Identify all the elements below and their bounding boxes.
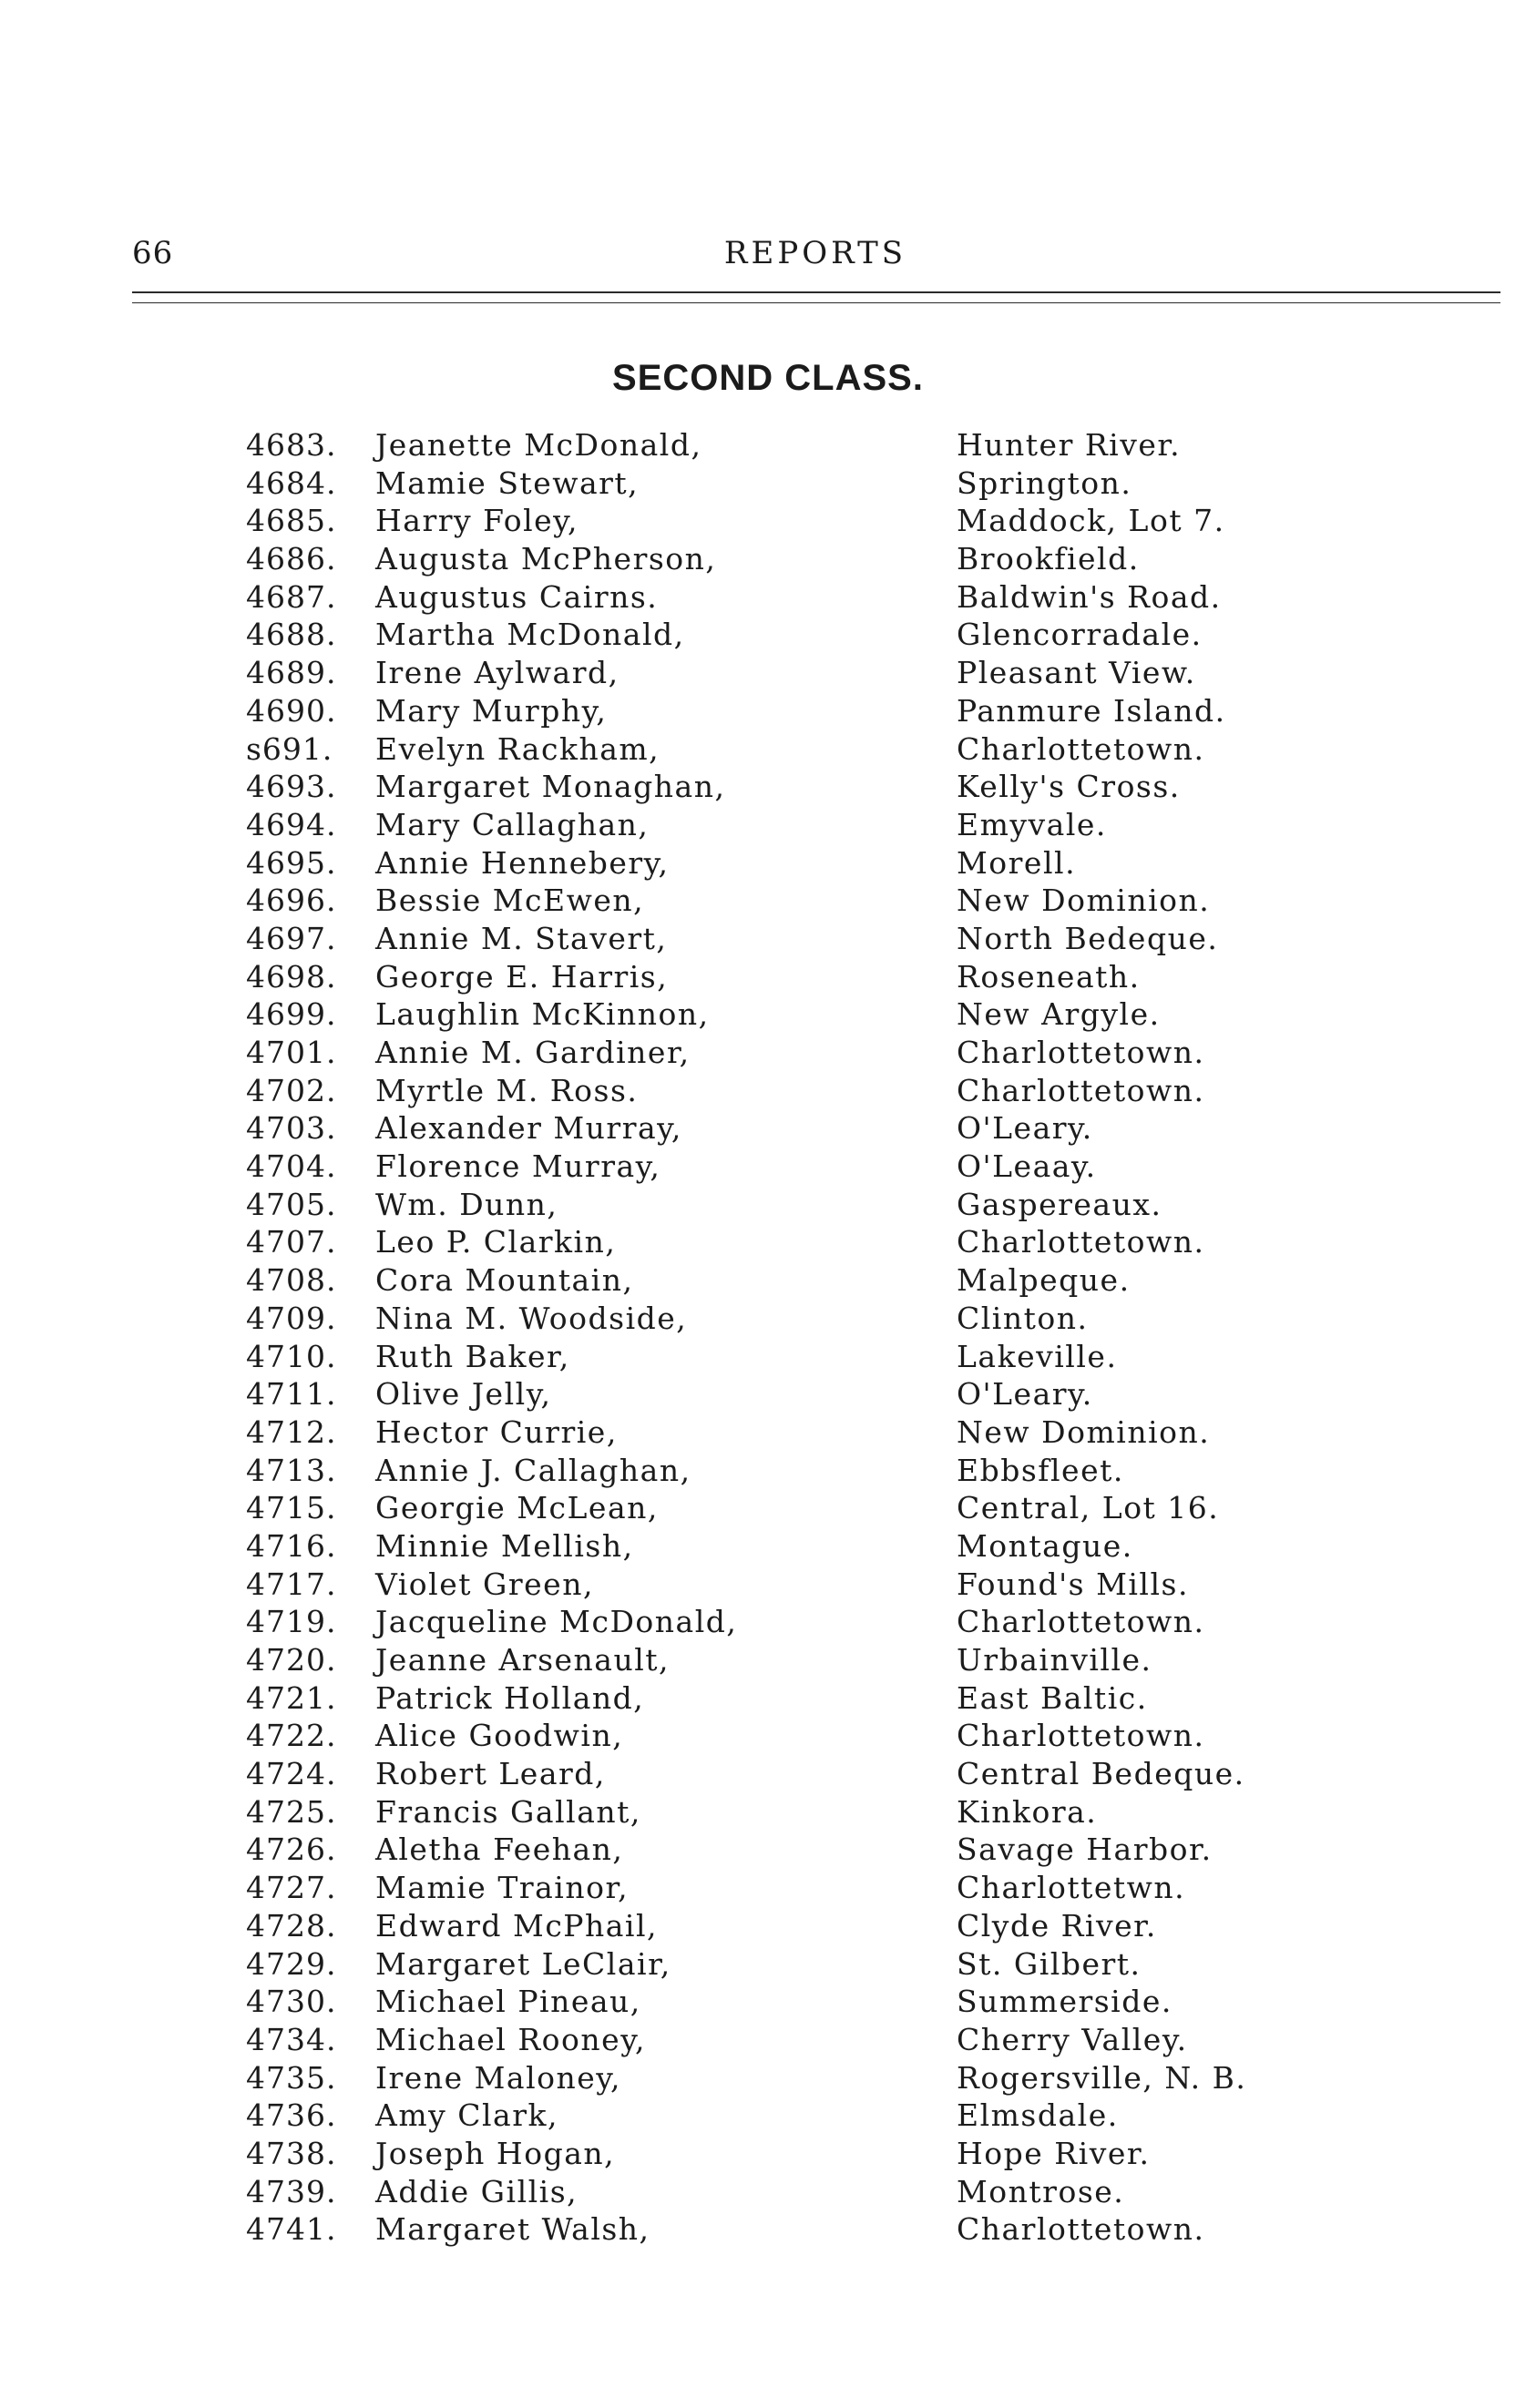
entry-number: 4712. [246, 1413, 337, 1450]
list-item [0, 1300, 1536, 1338]
entry-name: Annie M. Gardiner, [375, 1035, 691, 1070]
entry-name: Michael Rooney, [375, 2021, 646, 2057]
entry-name: Jeanne Arsenault, [375, 1642, 671, 1678]
list-item [0, 995, 1536, 1034]
entry-name: Alexander Murray, [375, 1110, 682, 1147]
list-item [0, 1527, 1536, 1566]
entry-place: Rogersville, N. B. [957, 2059, 1247, 2096]
entry-name: Myrtle M. Ross. [375, 1072, 639, 1108]
list-item [0, 1186, 1536, 1224]
list-item [0, 2059, 1536, 2097]
entry-number: 4736. [246, 2097, 337, 2134]
entry-place: Brookfield. [957, 541, 1140, 577]
list-item [0, 1907, 1536, 1945]
entry-number: 4724. [246, 1756, 337, 1792]
entry-name: Irene Aylward, [375, 655, 620, 691]
entry-place: North Bedeque. [957, 920, 1219, 956]
header-rule-bottom [132, 302, 1500, 303]
list-item [0, 1413, 1536, 1452]
list-item [0, 1641, 1536, 1679]
entry-number: 4687. [246, 578, 337, 615]
entry-number: 4711. [246, 1376, 337, 1413]
entry-place: Roseneath. [957, 958, 1141, 995]
list-item [0, 1338, 1536, 1376]
list-item [0, 1793, 1536, 1832]
entry-place: Charlottetwn. [957, 1870, 1186, 1906]
entry-name: Minnie Mellish, [375, 1527, 634, 1564]
entry-name: Jacqueline McDonald, [375, 1604, 738, 1640]
entry-number: 4697. [246, 920, 337, 956]
entry-place: New Argyle. [957, 996, 1161, 1033]
entry-place: Found's Mills. [957, 1566, 1189, 1602]
entry-place: Hope River. [957, 2135, 1151, 2171]
entry-place: East Baltic. [957, 1679, 1148, 1716]
entry-place: Central Bedeque. [957, 1756, 1245, 1792]
list-item [0, 1261, 1536, 1300]
header-rule-top [132, 291, 1500, 293]
list-item [0, 540, 1536, 578]
entry-place: Charlottetown. [957, 1718, 1205, 1754]
entry-place: Charlottetown. [957, 730, 1205, 767]
entry-name: Michael Pineau, [375, 1984, 641, 2020]
entry-number: 4734. [246, 2021, 337, 2057]
entry-number: 4696. [246, 883, 337, 919]
list-item [0, 578, 1536, 617]
entry-name: Laughlin McKinnon, [375, 996, 710, 1033]
entry-name: Annie J. Callaghan, [375, 1452, 691, 1488]
entry-number: 4701. [246, 1035, 337, 1070]
list-item [0, 464, 1536, 503]
entry-number: 4695. [246, 844, 337, 881]
entry-place: New Dominion. [957, 883, 1211, 919]
entry-place: Maddock, Lot 7. [957, 503, 1225, 539]
entry-name: Amy Clark, [375, 2097, 558, 2134]
entry-place: Baldwin's Road. [957, 578, 1222, 615]
entry-number: 4699. [246, 996, 337, 1033]
entry-name: Alice Goodwin, [375, 1718, 624, 1754]
entry-number: 4727. [246, 1870, 337, 1906]
list-item [0, 1869, 1536, 1907]
list-item [0, 1072, 1536, 1110]
list-item [0, 654, 1536, 692]
list-item [0, 1983, 1536, 2021]
entry-name: Bessie McEwen, [375, 883, 645, 919]
page-number: 66 [132, 235, 174, 271]
entry-name: Patrick Holland, [375, 1679, 645, 1716]
entry-name: Mamie Trainor, [375, 1870, 630, 1906]
list-item [0, 844, 1536, 883]
entry-place: Summerside. [957, 1984, 1172, 2020]
entry-name: Irene Maloney, [375, 2059, 622, 2096]
list-item [0, 730, 1536, 769]
list-item [0, 1603, 1536, 1641]
entry-number: 4729. [246, 1945, 337, 1982]
entry-number: 4694. [246, 806, 337, 842]
entry-number: 4720. [246, 1642, 337, 1678]
entry-place: Hunter River. [957, 427, 1182, 463]
entry-name: Ruth Baker, [375, 1338, 570, 1374]
list-item [0, 1148, 1536, 1186]
entry-place: St. Gilbert. [957, 1945, 1142, 1982]
entry-number: 4741. [246, 2211, 337, 2248]
entry-name: Wm. Dunn, [375, 1186, 558, 1222]
list-item [0, 2173, 1536, 2211]
entry-number: 4707. [246, 1224, 337, 1260]
entry-number: 4703. [246, 1110, 337, 1147]
entry-place: O'Leary. [957, 1110, 1093, 1147]
entry-place: Gaspereaux. [957, 1186, 1162, 1222]
entry-place: Morell. [957, 844, 1077, 881]
entry-number: 4686. [246, 541, 337, 577]
entry-name: Violet Green, [375, 1566, 594, 1602]
entry-name: Edward McPhail, [375, 1907, 659, 1944]
section-title: SECOND CLASS. [612, 358, 924, 398]
list-item [0, 1755, 1536, 1793]
page-header [132, 235, 1499, 271]
entry-name: Annie Hennebery, [375, 844, 670, 881]
entry-number: 4722. [246, 1718, 337, 1754]
entry-place: Savage Harbor. [957, 1832, 1213, 1868]
entry-place: Montague. [957, 1527, 1133, 1564]
entry-number: 4683. [246, 427, 337, 463]
entry-place: Charlottetown. [957, 1224, 1205, 1260]
entry-place: Kinkora. [957, 1793, 1098, 1830]
entry-place: O'Leary. [957, 1376, 1093, 1413]
entry-name: Joseph Hogan, [375, 2135, 616, 2171]
entry-place: Central, Lot 16. [957, 1490, 1220, 1526]
list-item [0, 616, 1536, 654]
entry-number: 4719. [246, 1604, 337, 1640]
entry-number: 4685. [246, 503, 337, 539]
entry-name: Mamie Stewart, [375, 464, 640, 501]
list-item [0, 1109, 1536, 1148]
entry-place: Charlottetown. [957, 1604, 1205, 1640]
entry-place: Charlottetown. [957, 1072, 1205, 1108]
entry-number: 4728. [246, 1907, 337, 1944]
list-item [0, 1679, 1536, 1718]
entry-place: Emyvale. [957, 806, 1107, 842]
entry-name: Margaret LeClair, [375, 1945, 671, 1982]
entry-number: 4726. [246, 1832, 337, 1868]
entry-number: 4684. [246, 464, 337, 501]
entry-number: 4715. [246, 1490, 337, 1526]
entry-name: Margaret Walsh, [375, 2211, 650, 2248]
entry-number: 4688. [246, 617, 337, 653]
entry-name: Harry Foley, [375, 503, 579, 539]
list-item [0, 2021, 1536, 2059]
entry-place: Elmsdale. [957, 2097, 1119, 2134]
entry-name: Jeanette McDonald, [375, 427, 702, 463]
entry-name: Evelyn Rackham, [375, 730, 660, 767]
list-item [0, 1717, 1536, 1755]
list-item [0, 1223, 1536, 1261]
entry-number: 4693. [246, 769, 337, 805]
list-item [0, 2097, 1536, 2135]
entry-place: Clinton. [957, 1300, 1089, 1336]
entry-name: Addie Gillis, [375, 2173, 579, 2209]
entry-number: 4717. [246, 1566, 337, 1602]
list-item [0, 882, 1536, 920]
entry-name: Georgie McLean, [375, 1490, 659, 1526]
entry-name: Nina M. Woodside, [375, 1300, 688, 1336]
list-item [0, 2210, 1536, 2249]
running-head: REPORTS [723, 235, 907, 271]
entry-name: Annie M. Stavert, [375, 920, 668, 956]
entry-number: 4721. [246, 1679, 337, 1716]
list-item [0, 1831, 1536, 1869]
list-item [0, 1034, 1536, 1072]
list-item [0, 958, 1536, 996]
entry-name: Cora Mountain, [375, 1262, 634, 1299]
entry-number: 4725. [246, 1793, 337, 1830]
entry-number: 4713. [246, 1452, 337, 1488]
entry-name: Francis Gallant, [375, 1793, 641, 1830]
entry-list [0, 426, 1536, 2249]
list-item [0, 1489, 1536, 1527]
entry-name: Aletha Feehan, [375, 1832, 624, 1868]
entry-number: 4702. [246, 1072, 337, 1108]
entry-number: 4708. [246, 1262, 337, 1299]
list-item [0, 1566, 1536, 1604]
entry-name: Mary Murphy, [375, 692, 608, 729]
entry-number: 4716. [246, 1527, 337, 1564]
entry-number: 4710. [246, 1338, 337, 1374]
list-item [0, 768, 1536, 806]
entry-name: Augustus Cairns. [375, 578, 659, 615]
entry-place: Panmure Island. [957, 692, 1226, 729]
entry-place: Kelly's Cross. [957, 769, 1181, 805]
entry-name: Olive Jelly, [375, 1376, 552, 1413]
entry-name: George E. Harris, [375, 958, 669, 995]
entry-place: O'Leaay. [957, 1148, 1097, 1185]
entry-place: Montrose. [957, 2173, 1125, 2209]
entry-number: 4698. [246, 958, 337, 995]
list-item [0, 1945, 1536, 1984]
entry-place: New Dominion. [957, 1413, 1211, 1450]
entry-number: s691. [246, 730, 333, 767]
entry-name: Leo P. Clarkin, [375, 1224, 617, 1260]
entry-name: Hector Currie, [375, 1413, 618, 1450]
entry-number: 4735. [246, 2059, 337, 2096]
entry-name: Martha McDonald, [375, 617, 685, 653]
entry-number: 4689. [246, 655, 337, 691]
entry-name: Margaret Monaghan, [375, 769, 726, 805]
entry-name: Mary Callaghan, [375, 806, 650, 842]
list-item [0, 502, 1536, 540]
list-item [0, 1375, 1536, 1413]
entry-place: Charlottetown. [957, 2211, 1205, 2248]
entry-place: Glencorradale. [957, 617, 1203, 653]
entry-place: Charlottetown. [957, 1035, 1205, 1070]
entry-place: Springton. [957, 464, 1132, 501]
list-item [0, 920, 1536, 958]
entry-place: Lakeville. [957, 1338, 1118, 1374]
entry-number: 4704. [246, 1148, 337, 1185]
entry-place: Ebbsfleet. [957, 1452, 1124, 1488]
entry-number: 4738. [246, 2135, 337, 2171]
list-item [0, 1452, 1536, 1490]
entry-name: Florence Murray, [375, 1148, 661, 1185]
entry-name: Robert Leard, [375, 1756, 606, 1792]
entry-place: Cherry Valley. [957, 2021, 1188, 2057]
list-item [0, 426, 1536, 464]
entry-name: Augusta McPherson, [375, 541, 717, 577]
entry-number: 4739. [246, 2173, 337, 2209]
entry-place: Urbainville. [957, 1642, 1152, 1678]
list-item [0, 806, 1536, 844]
entry-number: 4705. [246, 1186, 337, 1222]
entry-place: Clyde River. [957, 1907, 1157, 1944]
entry-number: 4690. [246, 692, 337, 729]
entry-number: 4730. [246, 1984, 337, 2020]
list-item [0, 692, 1536, 730]
entry-place: Malpeque. [957, 1262, 1131, 1299]
entry-number: 4709. [246, 1300, 337, 1336]
entry-place: Pleasant View. [957, 655, 1196, 691]
list-item [0, 2135, 1536, 2173]
